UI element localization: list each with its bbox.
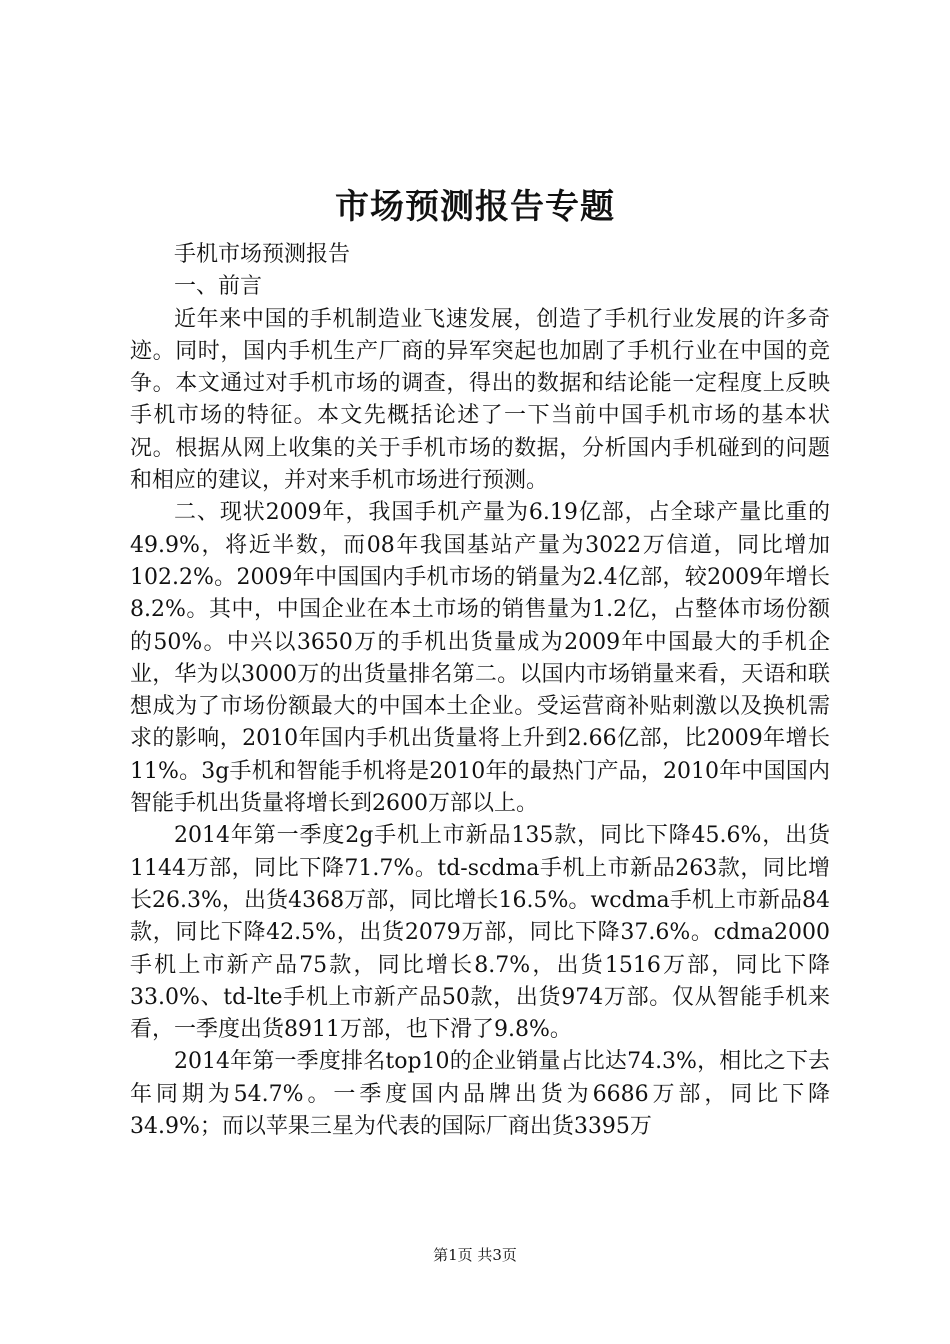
document-body <box>130 236 830 1143</box>
section-heading-preface: 一、前言 <box>174 274 263 300</box>
document-title: 市场预测报告专题 <box>335 187 615 227</box>
page-footer: 第1页 共3页 <box>433 1246 517 1264</box>
paragraph-preface: 近年来中国的手机制造业飞速发展，创造了手机行业发展的许多奇迹。同时，国内手机生产厂商的异军突起也加剧了手机行业在中国的竞争。本文通过对手机市场的调查，得出的数据和结论能一定程度上反映手机市场的特征。本文先概括论述了一下当前中国手机市场的基本状况。根据从网上收集的关于手机市场的数据，分析国内手机碰到的问题和相应的建议，并对来手机市场进行预测。 <box>130 306 830 494</box>
paragraph-status: 二、现状2009年，我国手机产量为6.19亿部，占全球产量比重的49.9%，将近半数，而08年我国基站产量为3022万信道，同比增加102.2%。2009年中国国内手机市场的销量为2.4亿部，较2009年增长8.2%。其中，中国企业在本土市场的销售量为1.2亿，占整体市场份额的50%。中兴以3650万的手机出货量成为2009年中国最大的手机企业，华为以3000万的出货量排名第二。以国内市场销量来看，天语和联想成为了市场份额最大的中国本土企业。受运营商补贴刺激以及换机需求的影响，2010年国内手机出货量将上升到2.66亿部，比2009年增长11%。3g手机和智能手机将是2010年的最热门产品，2010年中国国内智能手机出货量将增长到2600万部以上。 <box>130 500 830 817</box>
paragraph-2014-q1-top10: 2014年第一季度排名top10的企业销量占比达74.3%，相比之下去年同期为54.7%。一季度国内品牌出货为6686万部，同比下降34.9%；而以苹果三星为代表的国际厂商出货3395万 <box>130 1049 830 1140</box>
subtitle-paragraph: 手机市场预测报告 <box>174 242 351 267</box>
paragraph-2014-q1-products: 2014年第一季度2g手机上市新品135款，同比下降45.6%，出货1144万部，同比下降71.7%。td-scdma手机上市新品263款，同比增长26.3%，出货4368万部，同比增长16.5%。wcdma手机上市新品84款，同比下降42.5%，出货2079万部，同比下降37.6%。cdma2000手机上市新产品75款，同比增长8.7%，出货1516万部，同比下降33.0%、td-lte手机上市新产品50款，出货974万部。仅从智能手机来看，一季度出货8911万部，也下滑了9.8%。 <box>130 823 830 1043</box>
